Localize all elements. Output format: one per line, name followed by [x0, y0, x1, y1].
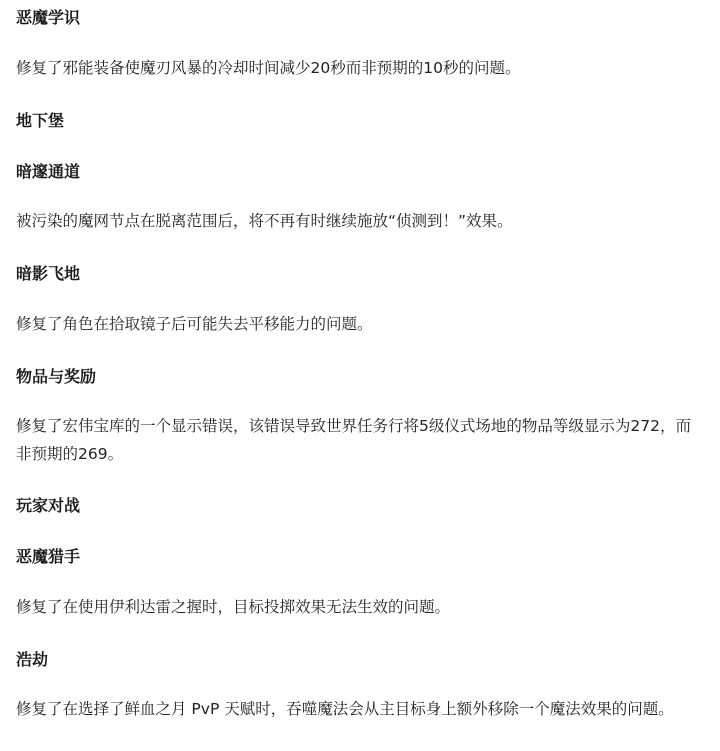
note-paragraph: 修复了在使用伊利达雷之握时，目标投掷效果无法生效的问题。: [16, 598, 451, 616]
note-paragraph: 修复了宏伟宝库的一个显示错误，该错误导致世界任务行将5级仪式场地的物品等级显示为272，而非预期的269。: [16, 417, 691, 463]
section-heading-delves: 地下堡: [16, 111, 65, 130]
subsection-heading-dark-passage: 暗邃通道: [16, 162, 81, 181]
note-paragraph: 修复了在选择了鲜血之月 PvP 天赋时，吞噬魔法会从主目标身上额外移除一个魔法效果的问题。: [16, 700, 674, 718]
subsection-heading-demon-hunter: 恶魔猎手: [16, 547, 81, 566]
section-heading-items-rewards: 物品与奖励: [16, 367, 97, 386]
note-paragraph: 修复了角色在拾取镜子后可能失去平移能力的问题。: [16, 315, 373, 333]
section-heading-pvp: 玩家对战: [16, 496, 81, 515]
note-paragraph: 修复了邪能装备使魔刃风暴的冷却时间减少20秒而非预期的10秒的问题。: [16, 59, 521, 77]
subsection-heading-havoc: 浩劫: [16, 650, 49, 669]
subsection-heading-shadow-enclave: 暗影飞地: [16, 264, 81, 283]
section-heading-demonology: 恶魔学识: [16, 8, 81, 27]
note-paragraph: 被污染的魔网节点在脱离范围后，将不再有时继续施放“侦测到！”效果。: [16, 212, 513, 230]
